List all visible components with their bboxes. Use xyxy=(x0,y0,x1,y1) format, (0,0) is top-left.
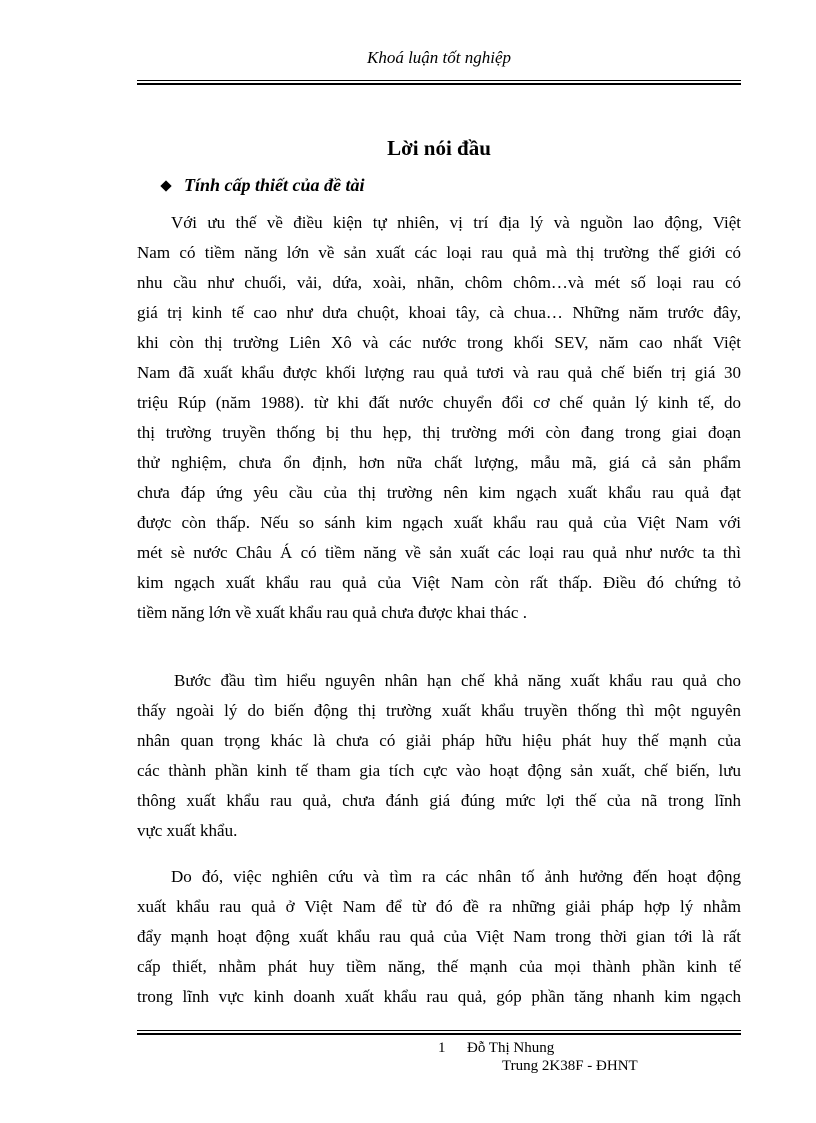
footer-author: Đỗ Thị Nhung xyxy=(467,1040,555,1056)
paragraph-line: được còn thấp. Nếu so sánh kim ngạch xuất khẩu rau quả của Việt Nam với xyxy=(137,513,741,532)
paragraph-2 xyxy=(137,666,741,846)
paragraph-line: xuất khẩu rau quả ở Việt Nam để từ đó đề ra những giải pháp hợp lý nhằm xyxy=(137,897,741,916)
paragraph-line: thông xuất khẩu rau quả, chưa đánh giá đúng mức lợi thế của nã trong lĩnh xyxy=(137,791,741,810)
paragraph-line: Nam đã xuất khẩu được khối lượng rau quả tươi và rau quả chế biến trị giá 30 xyxy=(137,363,741,382)
paragraph-line: thấy ngoài lý do biến động thị trường xuất khẩu truyền thống thì một nguyên xyxy=(137,701,741,720)
paragraph-line: nhu cầu như chuối, vải, dứa, xoài, nhãn, chôm chôm…và mét số loại rau có xyxy=(137,273,741,292)
paragraph-line: tiềm năng lớn về xuất khẩu rau quả chưa được khai thác . xyxy=(137,603,527,622)
diamond-bullet-icon xyxy=(160,180,171,191)
footer-class-info: Trung 2K38F - ĐHNT xyxy=(502,1058,638,1074)
paragraph-line: mét sè nước Châu Á có tiềm năng về sản xuất các loại rau quả như nước ta thì xyxy=(137,543,741,562)
paragraph-3 xyxy=(137,862,741,1012)
paragraph-line: triệu Rúp (năm 1988). từ khi đất nước chuyển đổi cơ chế quản lý kinh tế, do xyxy=(137,393,741,412)
section-heading xyxy=(160,175,365,196)
paragraph-line: kim ngạch xuất khẩu rau quả của Việt Nam còn rất thấp. Điều đó chứng tỏ xyxy=(137,573,741,592)
footer-rule xyxy=(137,1030,741,1035)
header-rule xyxy=(137,80,741,85)
page-number: 1 xyxy=(438,1040,446,1056)
paragraph-line: Nam có tiềm năng lớn về sản xuất các loại rau quả mà thị trường thế giới có xyxy=(137,243,741,262)
paragraph-line: Bước đầu tìm hiểu nguyên nhân hạn chế khả năng xuất khẩu rau quả cho xyxy=(174,671,741,690)
paragraph-line: trong lĩnh vực kinh doanh xuất khẩu rau quả, góp phần tăng nhanh kim ngạch xyxy=(137,987,741,1006)
paragraph-line: các thành phần kinh tế tham gia tích cực vào hoạt động sản xuất, chế biến, lưu xyxy=(137,761,741,780)
paragraph-line: Với ưu thế về điều kiện tự nhiên, vị trí địa lý và nguồn lao động, Việt xyxy=(171,213,741,232)
paragraph-1 xyxy=(137,208,741,628)
paragraph-line: thử nghiệm, chưa ổn định, hơn nữa chất lượng, mẫu mã, giá cả sản phẩm xyxy=(137,453,741,472)
paragraph-line: đẩy mạnh hoạt động xuất khẩu rau quả của Việt Nam trong thời gian tới là rất xyxy=(137,927,741,946)
paragraph-line: nhân quan trọng khác là chưa có giải pháp hữu hiệu phát huy thế mạnh của xyxy=(137,731,741,750)
running-header: Khoá luận tốt nghiệp xyxy=(366,48,512,67)
paragraph-line: khi còn thị trường Liên Xô và các nước trong khối SEV, năm cao nhất Việt xyxy=(137,333,741,352)
paragraph-line: cấp thiết, nhằm phát huy tiềm năng, thế mạnh của mọi thành phần kinh tế xyxy=(137,957,741,976)
paragraph-line: chưa đáp ứng yêu cầu của thị trường nên kim ngạch xuất khẩu rau quả đạt xyxy=(137,483,741,502)
paragraph-line: Do đó, việc nghiên cứu và tìm ra các nhân tố ảnh hưởng đến hoạt động xyxy=(171,867,741,886)
paragraph-line: thị trường truyền thống bị thu hẹp, thị trường mới còn đang trong giai đoạn xyxy=(137,423,741,442)
paragraph-line: giá trị kinh tế cao như dưa chuột, khoai tây, cà chua… Những năm trước đây, xyxy=(137,303,741,322)
page-title: Lời nói đầu xyxy=(387,136,491,160)
section-heading-text: Tính cấp thiết của đề tài xyxy=(184,175,365,195)
paragraph-line: vực xuất khẩu. xyxy=(137,821,238,840)
